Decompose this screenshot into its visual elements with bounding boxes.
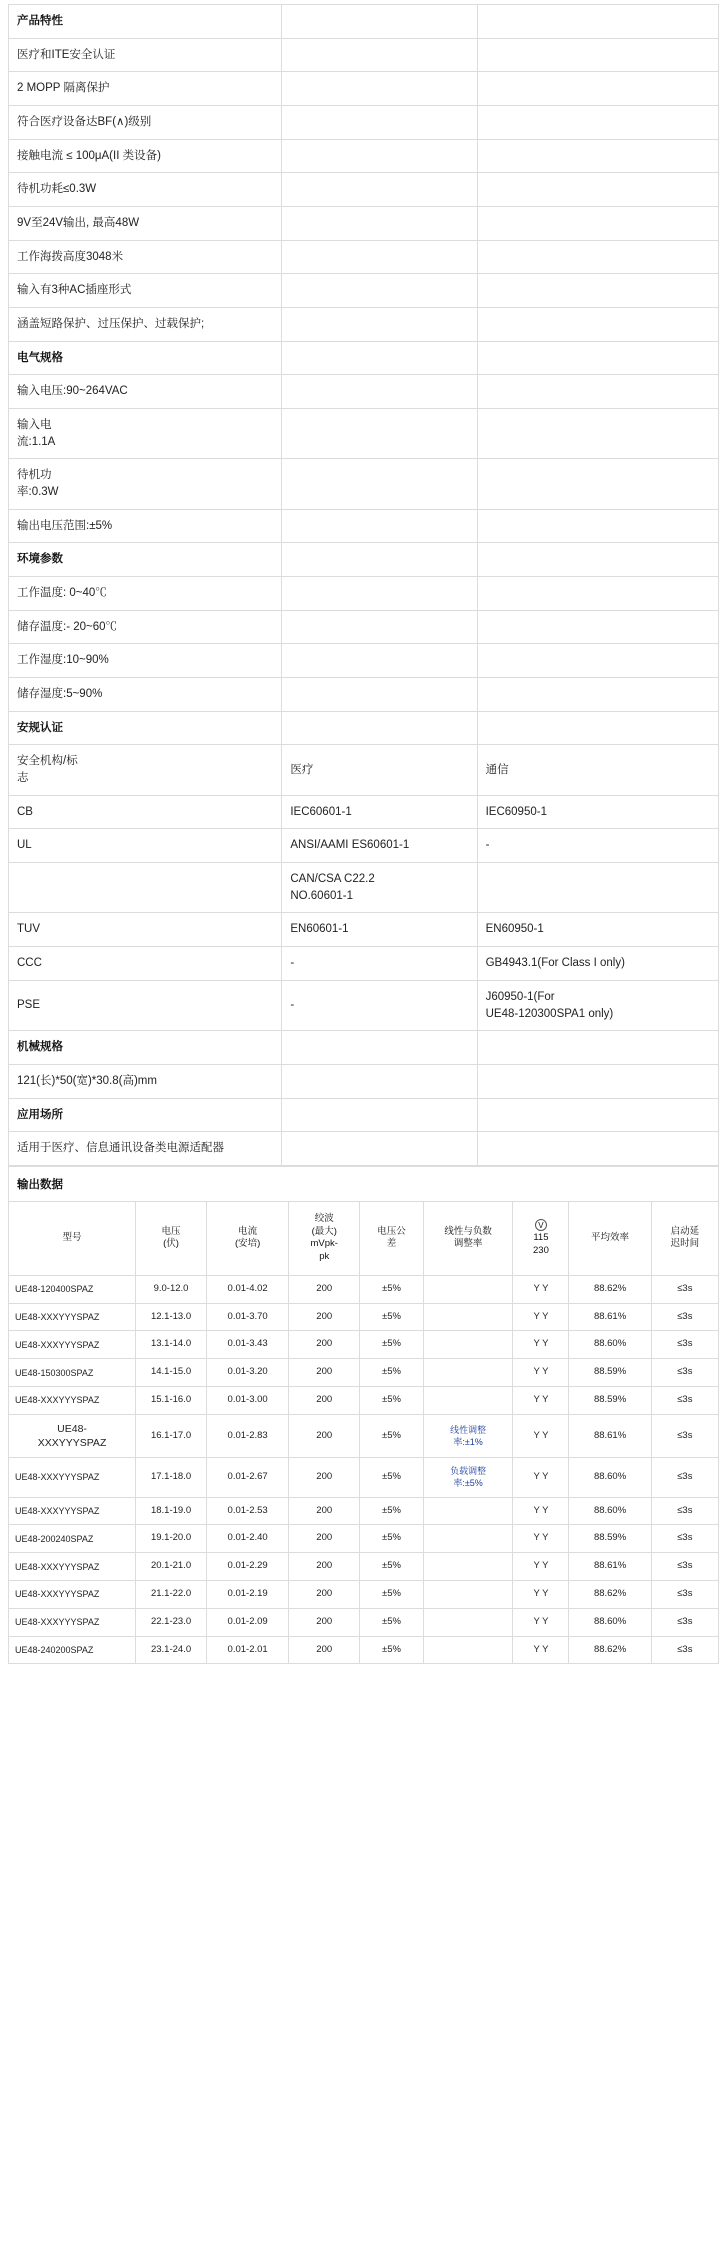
table-row <box>9 207 719 241</box>
spec-cell: EN60601-1 <box>282 913 477 947</box>
spec-cell <box>282 72 477 106</box>
spec-cell <box>282 678 477 712</box>
table-row <box>9 678 719 712</box>
model-cell: UE48-XXXYYYSPAZ <box>9 1580 136 1608</box>
table-row <box>9 375 719 409</box>
voltage-select-cell: Y Y <box>513 1525 569 1553</box>
voltage-select-cell: Y Y <box>513 1275 569 1303</box>
column-header: 平均效率 <box>569 1201 651 1275</box>
table-row <box>9 829 719 863</box>
model-cell: UE48-XXXYYYSPAZ <box>9 1458 136 1497</box>
regulation-cell <box>423 1387 513 1415</box>
column-header: 电压公 差 <box>360 1201 424 1275</box>
spec-cell <box>477 1031 718 1065</box>
model-cell: UE48- XXXYYYSPAZ <box>9 1414 136 1457</box>
table-row <box>9 240 719 274</box>
model-cell: UE48-150300SPAZ <box>9 1359 136 1387</box>
startup-delay-cell: ≤3s <box>651 1636 718 1664</box>
table-row <box>9 1497 719 1525</box>
startup-delay-cell: ≤3s <box>651 1303 718 1331</box>
table-row <box>9 1458 719 1497</box>
tolerance-cell: ±5% <box>360 1387 424 1415</box>
spec-cell <box>9 863 282 913</box>
spec-cell: 医疗 <box>282 745 477 795</box>
ripple-cell: 200 <box>289 1303 360 1331</box>
startup-delay-cell: ≤3s <box>651 1331 718 1359</box>
spec-cell: 工作温度: 0~40℃ <box>9 577 282 611</box>
spec-cell <box>282 5 477 39</box>
ripple-cell: 200 <box>289 1525 360 1553</box>
table-row <box>9 610 719 644</box>
voltage-cell: 23.1-24.0 <box>136 1636 207 1664</box>
spec-cell: - <box>282 947 477 981</box>
spec-cell <box>282 341 477 375</box>
startup-delay-cell: ≤3s <box>651 1387 718 1415</box>
column-header: 电流 (安培) <box>207 1201 289 1275</box>
efficiency-cell: 88.59% <box>569 1525 651 1553</box>
table-row <box>9 913 719 947</box>
tolerance-cell: ±5% <box>360 1359 424 1387</box>
model-cell: UE48-XXXYYYSPAZ <box>9 1497 136 1525</box>
voltage-cell: 9.0-12.0 <box>136 1275 207 1303</box>
voltage-cell: 18.1-19.0 <box>136 1497 207 1525</box>
spec-cell <box>282 1098 477 1132</box>
current-cell: 0.01-2.83 <box>207 1414 289 1457</box>
startup-delay-cell: ≤3s <box>651 1458 718 1497</box>
tolerance-cell: ±5% <box>360 1414 424 1457</box>
column-header: 启动延 迟时间 <box>651 1201 718 1275</box>
spec-cell <box>282 459 477 509</box>
spec-cell <box>477 1132 718 1166</box>
efficiency-cell: 88.60% <box>569 1608 651 1636</box>
voltage-select-cell: Y Y <box>513 1497 569 1525</box>
spec-cell: 121(长)*50(宽)*30.8(高)mm <box>9 1064 282 1098</box>
spec-cell <box>477 863 718 913</box>
spec-cell <box>282 711 477 745</box>
spec-cell <box>282 308 477 342</box>
tolerance-cell: ±5% <box>360 1525 424 1553</box>
efficiency-cell: 88.62% <box>569 1275 651 1303</box>
efficiency-cell: 88.59% <box>569 1387 651 1415</box>
column-header: 绞波 (最大) mVpk- pk <box>289 1201 360 1275</box>
spec-cell <box>282 139 477 173</box>
tolerance-cell: ±5% <box>360 1608 424 1636</box>
spec-cell: 2 MOPP 隔离保护 <box>9 72 282 106</box>
spec-cell <box>477 72 718 106</box>
table-row <box>9 106 719 140</box>
spec-cell: CB <box>9 795 282 829</box>
efficiency-cell: 88.62% <box>569 1636 651 1664</box>
spec-cell <box>477 308 718 342</box>
startup-delay-cell: ≤3s <box>651 1608 718 1636</box>
table-row <box>9 644 719 678</box>
table-row <box>9 1064 719 1098</box>
spec-cell: 输入有3种AC插座形式 <box>9 274 282 308</box>
table-row <box>9 1132 719 1166</box>
spec-cell <box>282 173 477 207</box>
spec-section-row <box>9 1098 719 1132</box>
spec-cell: 适用于医疗、信息通讯设备类电源适配器 <box>9 1132 282 1166</box>
model-cell: UE48-XXXYYYSPAZ <box>9 1553 136 1581</box>
spec-cell <box>282 1064 477 1098</box>
spec-cell <box>477 274 718 308</box>
spec-section-label: 电气规格 <box>9 341 282 375</box>
table-row <box>9 139 719 173</box>
table-row <box>9 980 719 1030</box>
spec-cell <box>282 1132 477 1166</box>
table-row <box>9 459 719 509</box>
current-cell: 0.01-3.20 <box>207 1359 289 1387</box>
voltage-cell: 14.1-15.0 <box>136 1359 207 1387</box>
column-header: 型号 <box>9 1201 136 1275</box>
spec-cell <box>282 409 477 459</box>
regulation-cell <box>423 1636 513 1664</box>
voltage-badge-icon: V <box>535 1219 547 1231</box>
spec-cell <box>477 240 718 274</box>
spec-cell: J60950-1(For UE48-120300SPA1 only) <box>477 980 718 1030</box>
current-cell: 0.01-3.00 <box>207 1387 289 1415</box>
table-row <box>9 173 719 207</box>
spec-cell <box>477 409 718 459</box>
table-header-row <box>9 1201 719 1275</box>
current-cell: 0.01-2.53 <box>207 1497 289 1525</box>
voltage-select-cell: Y Y <box>513 1458 569 1497</box>
table-row <box>9 1525 719 1553</box>
spec-section-row <box>9 341 719 375</box>
model-cell: UE48-120400SPAZ <box>9 1275 136 1303</box>
spec-cell: 输入电压:90~264VAC <box>9 375 282 409</box>
table-row <box>9 38 719 72</box>
spec-cell <box>477 509 718 543</box>
voltage-select-cell: Y Y <box>513 1636 569 1664</box>
spec-cell <box>282 543 477 577</box>
voltage-select-cell: Y Y <box>513 1414 569 1457</box>
startup-delay-cell: ≤3s <box>651 1275 718 1303</box>
current-cell: 0.01-2.67 <box>207 1458 289 1497</box>
spec-cell: 医疗和ITE安全认证 <box>9 38 282 72</box>
ripple-cell: 200 <box>289 1331 360 1359</box>
table-row <box>9 1608 719 1636</box>
voltage-select-cell: Y Y <box>513 1303 569 1331</box>
specification-table-body <box>9 5 719 1166</box>
ripple-cell: 200 <box>289 1553 360 1581</box>
spec-cell <box>282 38 477 72</box>
tolerance-cell: ±5% <box>360 1458 424 1497</box>
spec-section-row <box>9 543 719 577</box>
voltage-cell: 15.1-16.0 <box>136 1387 207 1415</box>
regulation-cell <box>423 1580 513 1608</box>
spec-cell <box>282 509 477 543</box>
table-row <box>9 1387 719 1415</box>
spec-section-label: 产品特性 <box>9 5 282 39</box>
spec-cell: CCC <box>9 947 282 981</box>
tolerance-cell: ±5% <box>360 1636 424 1664</box>
spec-cell: - <box>477 829 718 863</box>
current-cell: 0.01-4.02 <box>207 1275 289 1303</box>
ripple-cell: 200 <box>289 1497 360 1525</box>
startup-delay-cell: ≤3s <box>651 1580 718 1608</box>
table-row <box>9 795 719 829</box>
spec-cell <box>282 240 477 274</box>
spec-cell: 工作湿度:10~90% <box>9 644 282 678</box>
spec-cell: UL <box>9 829 282 863</box>
output-table-body <box>9 1275 719 1664</box>
spec-cell: 9V至24V输出, 最高48W <box>9 207 282 241</box>
spec-cell: EN60950-1 <box>477 913 718 947</box>
spec-cell <box>477 711 718 745</box>
table-row <box>9 577 719 611</box>
output-data-table <box>8 1201 719 1665</box>
efficiency-cell: 88.61% <box>569 1414 651 1457</box>
startup-delay-cell: ≤3s <box>651 1359 718 1387</box>
regulation-cell <box>423 1331 513 1359</box>
spec-cell <box>477 543 718 577</box>
ripple-cell: 200 <box>289 1414 360 1457</box>
spec-section-label: 环境参数 <box>9 543 282 577</box>
table-row <box>9 1359 719 1387</box>
spec-cell: ANSI/AAMI ES60601-1 <box>282 829 477 863</box>
spec-section-label: 安规认证 <box>9 711 282 745</box>
efficiency-cell: 88.61% <box>569 1303 651 1331</box>
output-table-header <box>9 1201 719 1275</box>
spec-cell <box>477 207 718 241</box>
spec-cell: PSE <box>9 980 282 1030</box>
spec-cell <box>477 139 718 173</box>
voltage-cell: 22.1-23.0 <box>136 1608 207 1636</box>
spec-cell <box>282 106 477 140</box>
spec-cell: 待机功 率:0.3W <box>9 459 282 509</box>
model-cell: UE48-XXXYYYSPAZ <box>9 1331 136 1359</box>
startup-delay-cell: ≤3s <box>651 1497 718 1525</box>
spec-cell: GB4943.1(For Class I only) <box>477 947 718 981</box>
regulation-cell <box>423 1303 513 1331</box>
model-cell: UE48-200240SPAZ <box>9 1525 136 1553</box>
spec-cell: 储存温度:- 20~60℃ <box>9 610 282 644</box>
table-row <box>9 1331 719 1359</box>
model-cell: UE48-XXXYYYSPAZ <box>9 1608 136 1636</box>
startup-delay-cell: ≤3s <box>651 1553 718 1581</box>
efficiency-cell: 88.60% <box>569 1331 651 1359</box>
spec-cell: - <box>282 980 477 1030</box>
current-cell: 0.01-2.29 <box>207 1553 289 1581</box>
table-row <box>9 947 719 981</box>
spec-cell <box>477 577 718 611</box>
column-header: V 115 230 <box>513 1201 569 1275</box>
spec-cell: 接触电流 ≤ 100μA(II 类设备) <box>9 139 282 173</box>
tolerance-cell: ±5% <box>360 1553 424 1581</box>
efficiency-cell: 88.60% <box>569 1458 651 1497</box>
spec-cell: IEC60950-1 <box>477 795 718 829</box>
spec-cell: 安全机构/标 志 <box>9 745 282 795</box>
spec-cell <box>477 459 718 509</box>
ripple-cell: 200 <box>289 1458 360 1497</box>
spec-cell: 储存湿度:5~90% <box>9 678 282 712</box>
spec-section-label: 机械规格 <box>9 1031 282 1065</box>
output-data-title: 输出数据 <box>8 1166 719 1201</box>
current-cell: 0.01-3.43 <box>207 1331 289 1359</box>
ripple-cell: 200 <box>289 1359 360 1387</box>
table-row <box>9 863 719 913</box>
spec-section-label: 应用场所 <box>9 1098 282 1132</box>
table-row <box>9 1303 719 1331</box>
spec-cell: 待机功耗≤0.3W <box>9 173 282 207</box>
spec-cell <box>477 173 718 207</box>
regulation-cell: 负载调整 率:±5% <box>423 1458 513 1497</box>
model-cell: UE48-XXXYYYSPAZ <box>9 1387 136 1415</box>
voltage-select-cell: Y Y <box>513 1553 569 1581</box>
regulation-cell <box>423 1497 513 1525</box>
spec-cell <box>477 1098 718 1132</box>
table-row <box>9 274 719 308</box>
spec-cell: 工作海拨高度3048米 <box>9 240 282 274</box>
voltage-cell: 12.1-13.0 <box>136 1303 207 1331</box>
efficiency-cell: 88.59% <box>569 1359 651 1387</box>
spec-cell <box>282 577 477 611</box>
regulation-cell <box>423 1525 513 1553</box>
spec-cell: 涵盖短路保护、过压保护、过载保护; <box>9 308 282 342</box>
voltage-select-cell: Y Y <box>513 1387 569 1415</box>
spec-cell: IEC60601-1 <box>282 795 477 829</box>
column-header: 电压 (伏) <box>136 1201 207 1275</box>
voltage-select-cell: Y Y <box>513 1580 569 1608</box>
spec-cell: CAN/CSA C22.2 NO.60601-1 <box>282 863 477 913</box>
table-row <box>9 72 719 106</box>
specification-table <box>8 4 719 1166</box>
table-row <box>9 1580 719 1608</box>
regulation-cell <box>423 1553 513 1581</box>
current-cell: 0.01-2.40 <box>207 1525 289 1553</box>
spec-cell: TUV <box>9 913 282 947</box>
voltage-select-cell: Y Y <box>513 1331 569 1359</box>
current-cell: 0.01-2.09 <box>207 1608 289 1636</box>
spec-cell <box>477 5 718 39</box>
table-row <box>9 1414 719 1457</box>
spec-cell <box>282 207 477 241</box>
spec-cell: 输出电压范围:±5% <box>9 509 282 543</box>
spec-cell <box>477 375 718 409</box>
spec-cell <box>282 1031 477 1065</box>
voltage-cell: 13.1-14.0 <box>136 1331 207 1359</box>
spec-cell: 输入电 流:1.1A <box>9 409 282 459</box>
voltage-cell: 16.1-17.0 <box>136 1414 207 1457</box>
voltage-cell: 21.1-22.0 <box>136 1580 207 1608</box>
spec-cell: 符合医疗设备达BF(∧)级别 <box>9 106 282 140</box>
ripple-cell: 200 <box>289 1608 360 1636</box>
ripple-cell: 200 <box>289 1580 360 1608</box>
voltage-select-cell: Y Y <box>513 1359 569 1387</box>
efficiency-cell: 88.60% <box>569 1497 651 1525</box>
table-row <box>9 509 719 543</box>
current-cell: 0.01-3.70 <box>207 1303 289 1331</box>
spec-cell <box>477 644 718 678</box>
voltage-cell: 17.1-18.0 <box>136 1458 207 1497</box>
spec-section-row <box>9 711 719 745</box>
table-row <box>9 409 719 459</box>
current-cell: 0.01-2.01 <box>207 1636 289 1664</box>
tolerance-cell: ±5% <box>360 1331 424 1359</box>
table-row <box>9 1275 719 1303</box>
startup-delay-cell: ≤3s <box>651 1414 718 1457</box>
spec-cell <box>282 644 477 678</box>
spec-section-row <box>9 1031 719 1065</box>
tolerance-cell: ±5% <box>360 1275 424 1303</box>
spec-cell <box>477 610 718 644</box>
regulation-cell <box>423 1608 513 1636</box>
spec-section-row <box>9 5 719 39</box>
spec-cell <box>477 341 718 375</box>
spec-cell <box>477 38 718 72</box>
current-cell: 0.01-2.19 <box>207 1580 289 1608</box>
spec-cell <box>477 678 718 712</box>
model-cell: UE48-XXXYYYSPAZ <box>9 1303 136 1331</box>
table-row <box>9 1553 719 1581</box>
table-row <box>9 308 719 342</box>
regulation-cell <box>423 1275 513 1303</box>
voltage-select-cell: Y Y <box>513 1608 569 1636</box>
model-cell: UE48-240200SPAZ <box>9 1636 136 1664</box>
tolerance-cell: ±5% <box>360 1303 424 1331</box>
spec-cell <box>282 375 477 409</box>
spec-cell: 通信 <box>477 745 718 795</box>
table-row <box>9 1636 719 1664</box>
table-row <box>9 745 719 795</box>
tolerance-cell: ±5% <box>360 1497 424 1525</box>
spec-cell <box>282 610 477 644</box>
ripple-cell: 200 <box>289 1387 360 1415</box>
spec-cell <box>282 274 477 308</box>
startup-delay-cell: ≤3s <box>651 1525 718 1553</box>
column-header: 线性与负数 调整率 <box>423 1201 513 1275</box>
spec-cell <box>477 106 718 140</box>
tolerance-cell: ±5% <box>360 1580 424 1608</box>
regulation-cell <box>423 1359 513 1387</box>
voltage-cell: 20.1-21.0 <box>136 1553 207 1581</box>
efficiency-cell: 88.61% <box>569 1553 651 1581</box>
ripple-cell: 200 <box>289 1275 360 1303</box>
ripple-cell: 200 <box>289 1636 360 1664</box>
voltage-cell: 19.1-20.0 <box>136 1525 207 1553</box>
efficiency-cell: 88.62% <box>569 1580 651 1608</box>
spec-cell <box>477 1064 718 1098</box>
regulation-cell: 线性调整 率:±1% <box>423 1414 513 1457</box>
